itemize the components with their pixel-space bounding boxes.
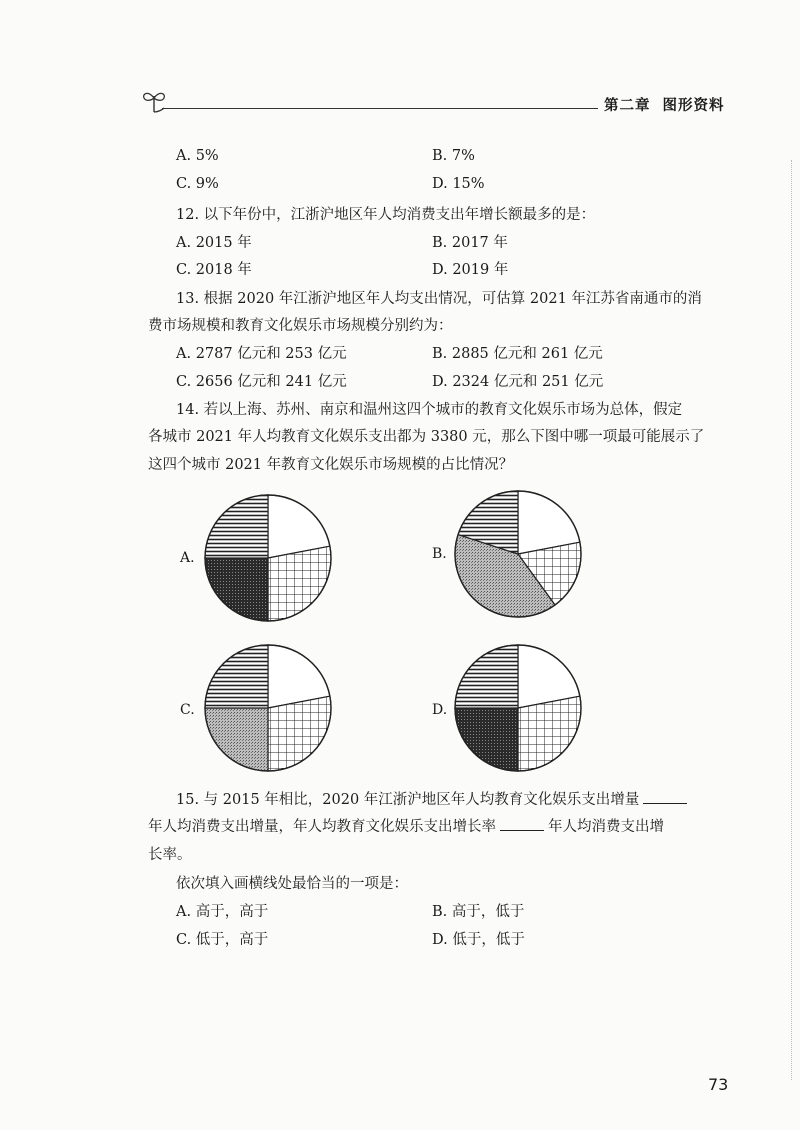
q15-line2-end: 年人均消费支出增	[548, 819, 664, 835]
sprout-icon	[140, 86, 170, 116]
q11-option-a: A. 5%	[176, 148, 219, 164]
pie-chart-d	[448, 640, 588, 776]
q15-blank-1[interactable]	[643, 791, 687, 804]
q12-stem: 12. 以下年份中，江浙沪地区年人均消费支出年增长额最多的是：	[176, 207, 596, 223]
q15-line2	[148, 815, 664, 836]
pie-slice-horizontal-stripes	[205, 645, 268, 708]
pie-label-d: D.	[432, 702, 448, 718]
pie-chart-b	[448, 486, 588, 622]
chapter-number: 第二章	[604, 98, 651, 114]
chapter-title	[598, 94, 725, 115]
q13-option-b: B. 2885 亿元和 261 亿元	[432, 346, 603, 362]
q15-line2-text: 年人均消费支出增量，年人均教育文化娱乐支出增长率	[148, 819, 496, 835]
q15-line1	[176, 788, 691, 809]
q15-prompt: 依次填入画横线处最恰当的一项是：	[176, 876, 408, 892]
pie-label-c: C.	[180, 702, 195, 718]
pie-slice-grid	[268, 696, 331, 771]
q15-option-a: A. 高于，高于	[176, 904, 269, 920]
q15-line3: 长率。	[148, 847, 192, 863]
pie-label-a: A.	[180, 550, 195, 566]
q15-option-b: B. 高于，低于	[432, 904, 525, 920]
q13-option-c: C. 2656 亿元和 241 亿元	[176, 374, 347, 390]
pie-slice-gray-dots	[205, 708, 268, 771]
pie-chart-c	[198, 640, 338, 776]
q12-option-b: B. 2017 年	[432, 235, 508, 251]
q13-option-a: A. 2787 亿元和 253 亿元	[176, 346, 347, 362]
pie-slice-horizontal-stripes	[205, 495, 268, 558]
q14-stem-line2: 各城市 2021 年人均教育文化娱乐支出都为 3380 元，那么下图中哪一项最可能展示了	[148, 429, 705, 445]
page-number: 73	[708, 1075, 729, 1094]
pie-label-b: B.	[432, 546, 447, 562]
q11-option-c: C. 9%	[176, 176, 219, 192]
q15-blank-2[interactable]	[500, 818, 544, 831]
pie-slice-dark-dots	[205, 558, 268, 621]
pie-slice-horizontal-stripes	[455, 645, 518, 708]
q13-option-d: D. 2324 亿元和 251 亿元	[432, 374, 604, 390]
q13-stem-line2: 费市场规模和教育文化娱乐市场规模分别约为：	[148, 318, 453, 334]
header-rule	[162, 108, 632, 109]
binding-edge	[787, 160, 792, 1080]
q15-line1-text: 15. 与 2015 年相比，2020 年江浙沪地区年人均教育文化娱乐支出增量	[176, 792, 640, 808]
q15-option-d: D. 低于，低于	[432, 932, 525, 948]
page-header	[140, 86, 730, 116]
q12-option-d: D. 2019 年	[432, 262, 509, 278]
q11-option-d: D. 15%	[432, 176, 485, 192]
q15-option-c: C. 低于，高于	[176, 932, 269, 948]
q14-stem-line3: 这四个城市 2021 年教育文化娱乐市场规模的占比情况？	[148, 457, 514, 473]
pie-slice-grid	[268, 546, 331, 621]
pie-slice-grid	[518, 696, 581, 771]
q14-stem-line1: 14. 若以上海、苏州、南京和温州这四个城市的教育文化娱乐市场为总体，假定	[176, 402, 683, 418]
q12-option-c: C. 2018 年	[176, 262, 252, 278]
section-title: 图形资料	[662, 98, 725, 114]
pie-chart-a	[198, 490, 338, 626]
q12-option-a: A. 2015 年	[176, 235, 252, 251]
pie-slice-dark-dots	[455, 708, 518, 771]
q13-stem-line1: 13. 根据 2020 年江浙沪地区年人均支出情况，可估算 2021 年江苏省南通市的消	[176, 291, 702, 307]
q11-option-b: B. 7%	[432, 148, 475, 164]
